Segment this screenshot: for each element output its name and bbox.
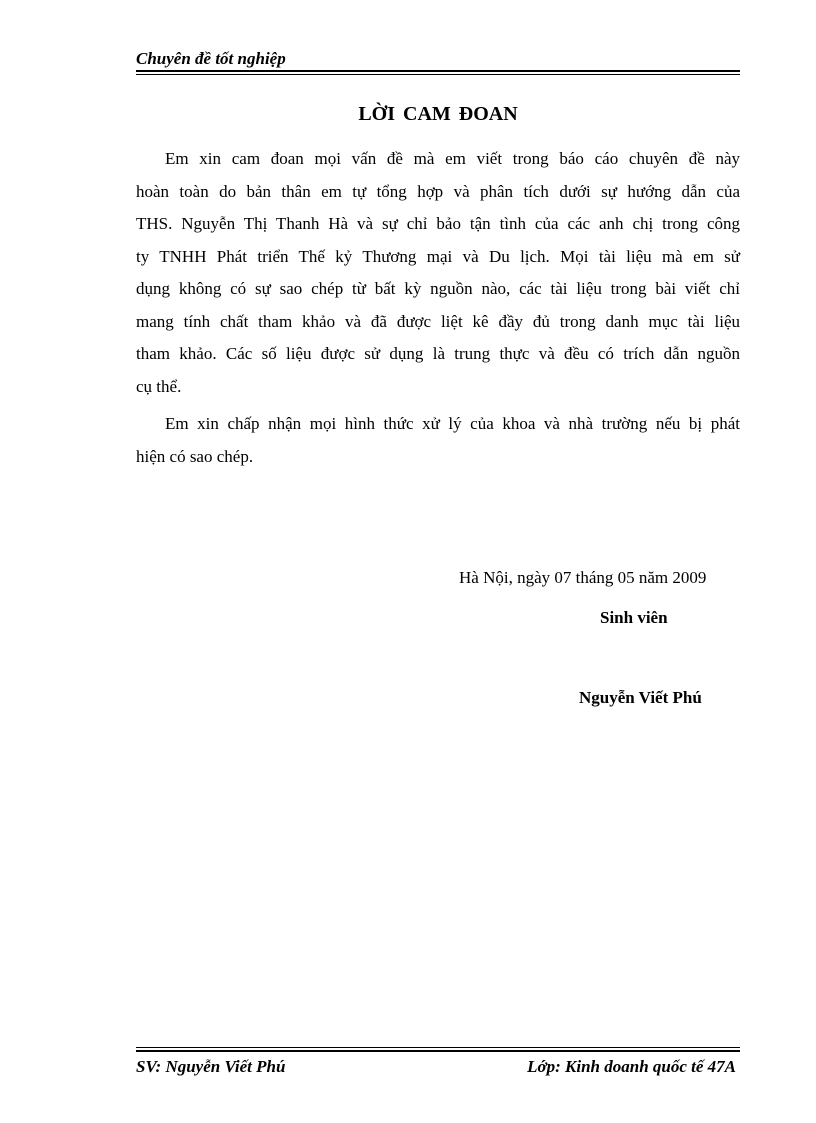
paragraph-line: THS. Nguyễn Thị Thanh Hà và sự chỉ bảo tận tình của các anh chị trong công [136, 214, 740, 233]
document-heading: LỜI CAM ĐOAN [358, 103, 518, 125]
footer-class: Lớp: Kinh doanh quốc tế 47A [527, 1057, 736, 1076]
paragraph-line: Em xin cam đoan mọi vấn đề mà em viết trong báo cáo chuyên đề này [165, 149, 740, 168]
paragraph-line: mang tính chất tham khảo và đã được liệt kê đầy đủ trong danh mục tài liệu [136, 311, 740, 331]
signer-role: Sinh viên [600, 608, 668, 627]
footer-student: SV: Nguyễn Viết Phú [136, 1057, 286, 1076]
paragraph-line: ty TNHH Phát triển Thế kỷ Thương mại và Du lịch. Mọi tài liệu mà em sử [136, 246, 740, 266]
paragraph-line: dụng không có sự sao chép từ bất kỳ nguồn nào, các tài liệu trong bài viết chỉ [136, 279, 740, 298]
paragraph-line: hiện có sao chép. [136, 446, 254, 466]
footer-rule-thick [136, 1050, 740, 1052]
paragraph-line: cụ thể. [136, 376, 182, 396]
paragraph-line: tham khảo. Các số liệu được sử dụng là trung thực và đều có trích dẫn nguồn [136, 344, 740, 363]
page-header-title: Chuyên đề tốt nghiệp [136, 49, 286, 68]
paragraph-line: hoàn toàn do bản thân em tự tổng hợp và phân tích dưới sự hướng dẫn của [136, 181, 740, 201]
signer-name: Nguyễn Viết Phú [579, 688, 702, 707]
paragraph-declaration [136, 143, 740, 403]
header-rule-thick [136, 70, 740, 72]
footer-rule-thin [136, 1047, 740, 1048]
paragraph-line: Em xin chấp nhận mọi hình thức xử lý của khoa và nhà trường nếu bị phát [165, 414, 740, 433]
paragraph-acceptance [136, 408, 740, 473]
date-place: Hà Nội, ngày 07 tháng 05 năm 2009 [459, 568, 707, 587]
header-rule-thin [136, 74, 740, 75]
